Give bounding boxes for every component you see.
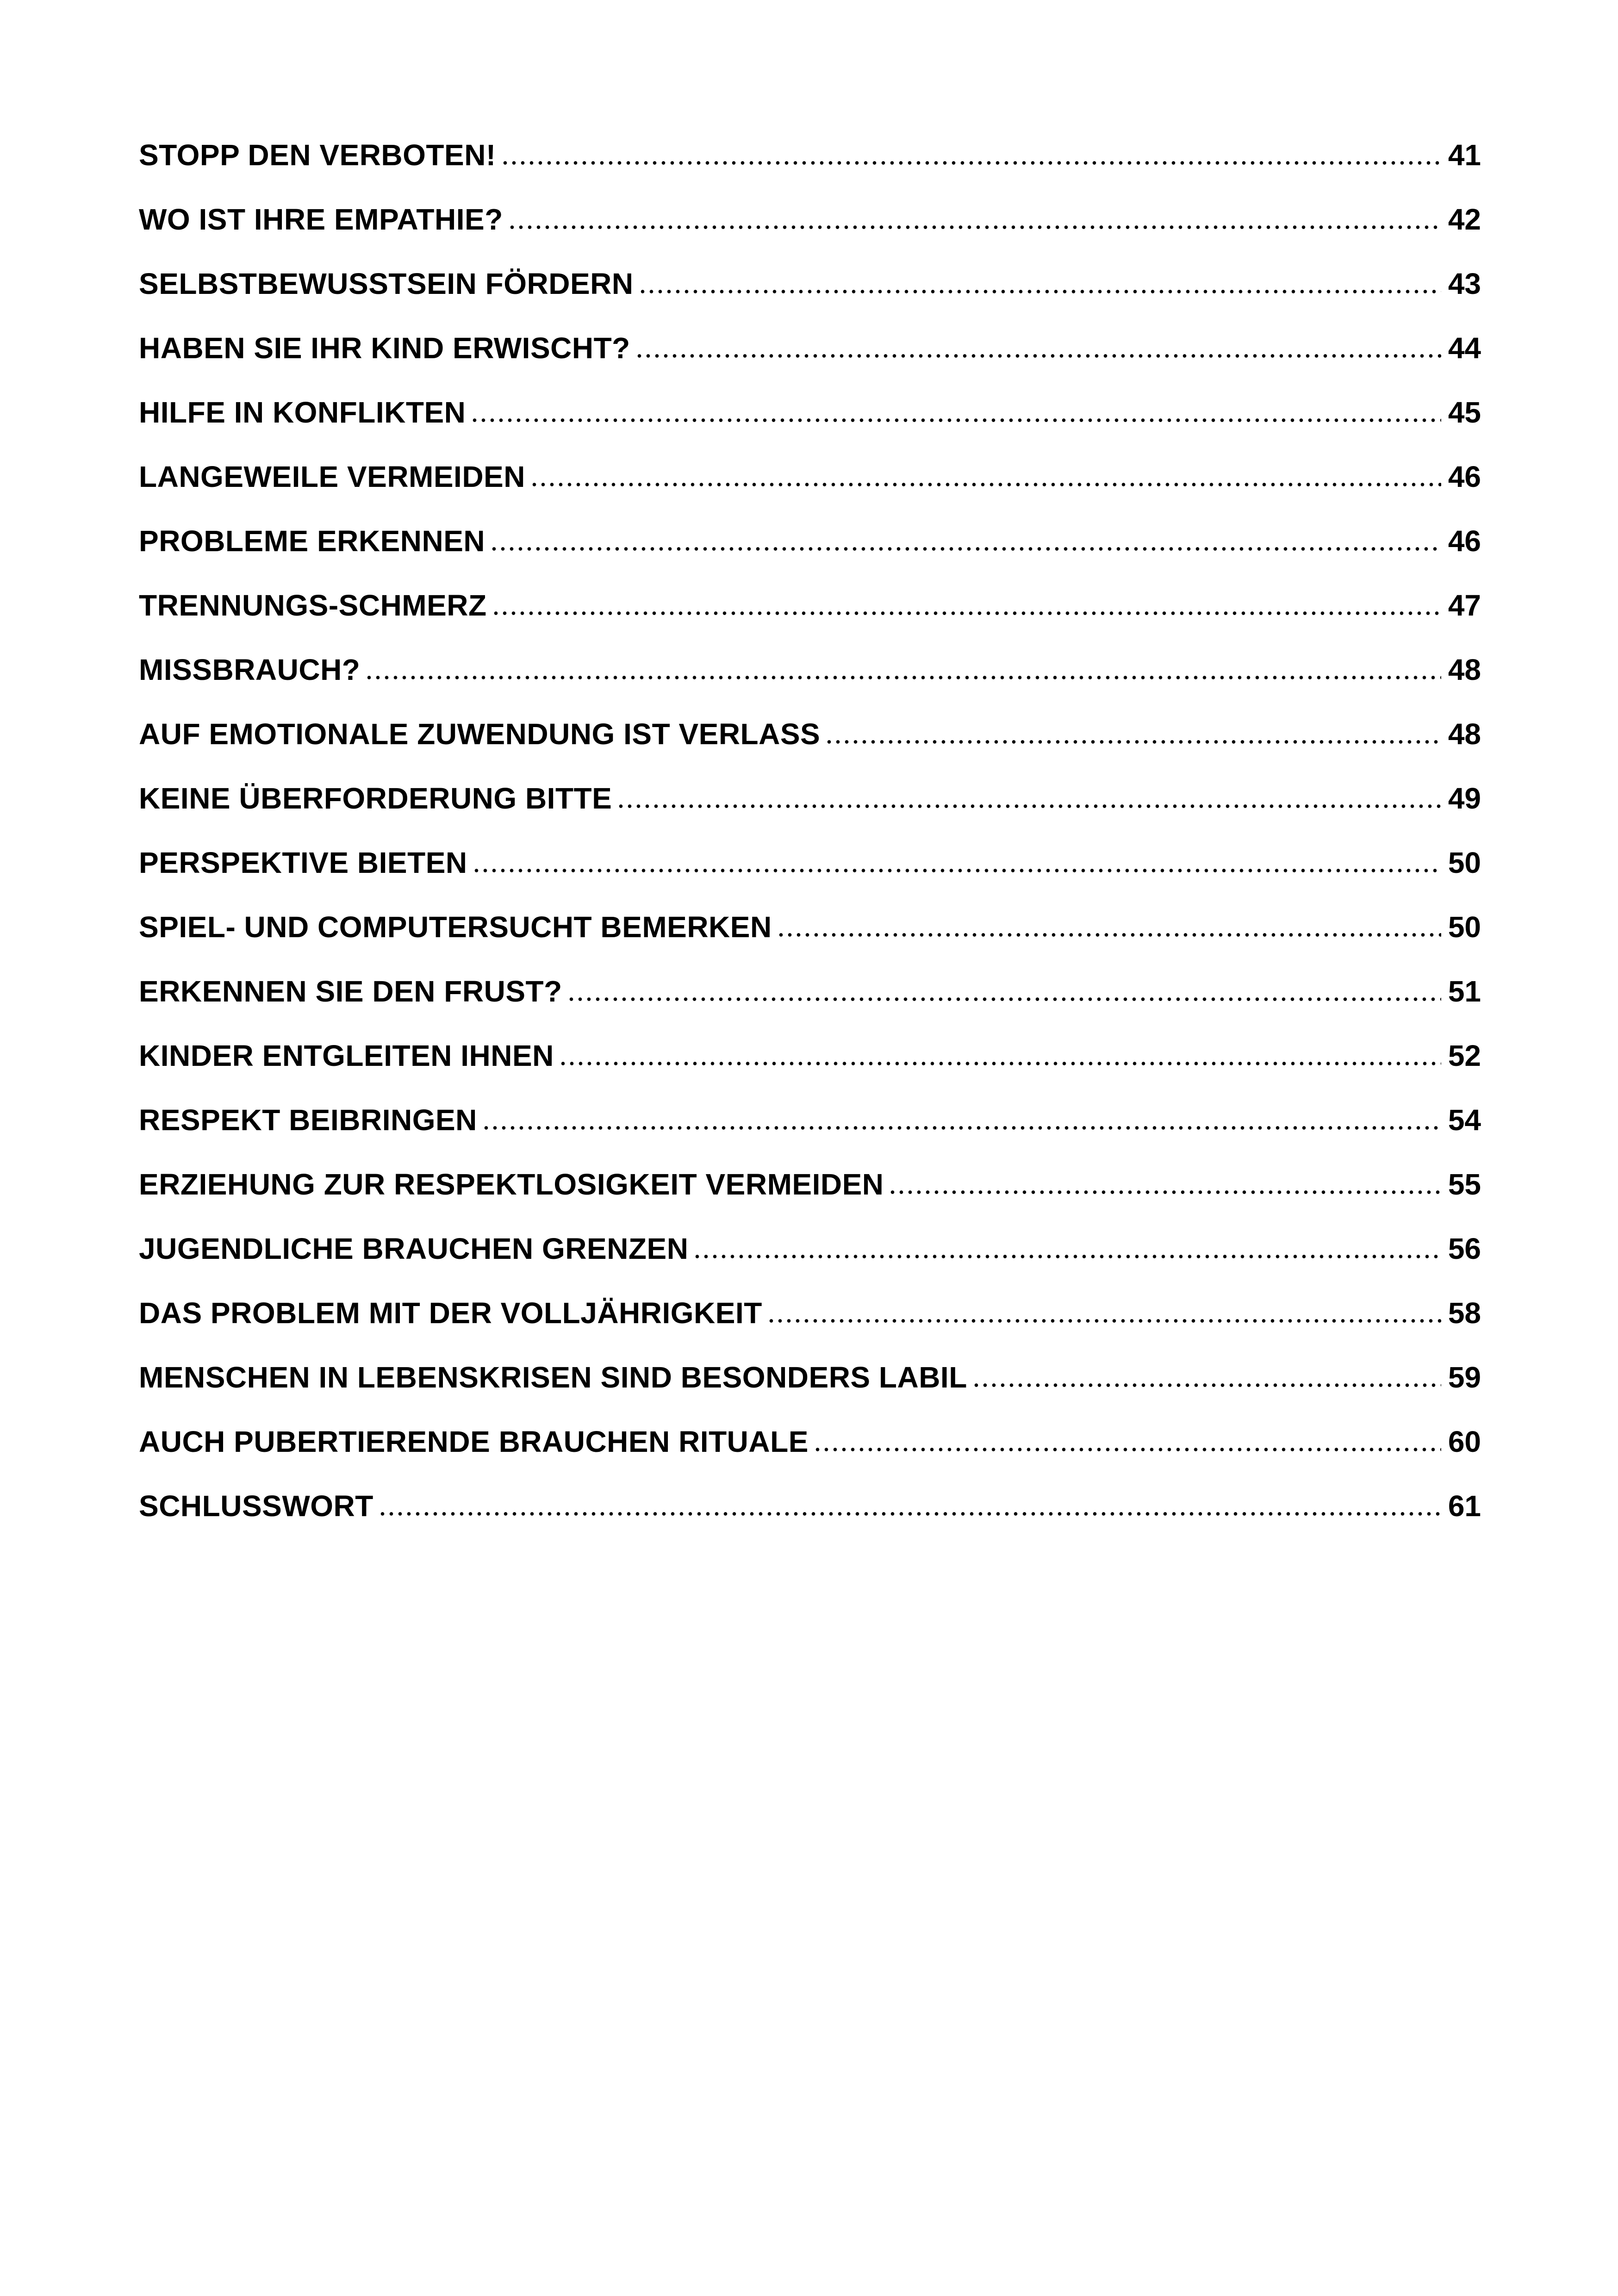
dot-leader (378, 1512, 1441, 1516)
dot-leader (470, 418, 1441, 423)
toc-entry-title: SCHLUSSWORT (139, 1489, 373, 1523)
toc-entry-title: ERKENNEN SIE DEN FRUST? (139, 975, 562, 1008)
toc-entry[interactable] (139, 1359, 1481, 1423)
dot-leader (616, 804, 1441, 809)
toc-entry-title: SPIEL- UND COMPUTERSUCHT BEMERKEN (139, 910, 772, 944)
toc-entry-title: KEINE ÜBERFORDERUNG BITTE (139, 782, 612, 815)
toc-entry-page: 56 (1448, 1232, 1481, 1265)
toc-entry[interactable] (139, 844, 1481, 908)
toc-entry-page: 48 (1448, 653, 1481, 686)
toc-entry-page: 60 (1448, 1425, 1481, 1458)
toc-entry[interactable] (139, 265, 1481, 330)
dot-leader (530, 482, 1441, 487)
toc-entry-page: 45 (1448, 396, 1481, 429)
toc-entry[interactable] (139, 137, 1481, 201)
toc-entry-page: 50 (1448, 846, 1481, 879)
dot-leader (365, 675, 1441, 680)
toc-entry-title: HILFE IN KONFLIKTEN (139, 396, 466, 429)
dot-leader (482, 1126, 1441, 1130)
dot-leader (813, 1447, 1441, 1452)
toc-entry-title: AUCH PUBERTIERENDE BRAUCHEN RITUALE (139, 1425, 809, 1458)
toc-entry-title: DAS PROBLEM MIT DER VOLLJÄHRIGKEIT (139, 1296, 762, 1330)
toc-entry-title: JUGENDLICHE BRAUCHEN GRENZEN (139, 1232, 689, 1265)
dot-leader (767, 1319, 1441, 1323)
toc-entry-page: 59 (1448, 1361, 1481, 1394)
dot-leader (472, 868, 1441, 873)
toc-entry[interactable] (139, 1423, 1481, 1487)
toc-entry[interactable] (139, 1487, 1481, 1552)
toc-entry-title: HABEN SIE IHR KIND ERWISCHT? (139, 331, 630, 365)
table-of-contents (139, 137, 1481, 1552)
toc-entry[interactable] (139, 201, 1481, 265)
dot-leader (777, 933, 1441, 937)
dot-leader (559, 1061, 1441, 1066)
toc-entry[interactable] (139, 908, 1481, 973)
toc-entry-title: SELBSTBEWUSSTSEIN FÖRDERN (139, 267, 634, 300)
dot-leader (888, 1190, 1441, 1195)
toc-entry-page: 50 (1448, 910, 1481, 944)
toc-entry[interactable] (139, 458, 1481, 523)
toc-entry[interactable] (139, 394, 1481, 458)
toc-entry-title: LANGEWEILE VERMEIDEN (139, 460, 525, 493)
toc-entry-title: KINDER ENTGLEITEN IHNEN (139, 1039, 554, 1072)
toc-entry-page: 54 (1448, 1103, 1481, 1137)
dot-leader (508, 225, 1441, 230)
toc-entry-page: 61 (1448, 1489, 1481, 1523)
dot-leader (638, 289, 1441, 294)
toc-entry[interactable] (139, 330, 1481, 394)
dot-leader (567, 997, 1441, 1002)
toc-entry-page: 47 (1448, 589, 1481, 622)
toc-entry-page: 46 (1448, 524, 1481, 558)
toc-entry[interactable] (139, 523, 1481, 587)
toc-entry-title: MENSCHEN IN LEBENSKRISEN SIND BESONDERS LABIL (139, 1361, 967, 1394)
toc-entry-page: 41 (1448, 138, 1481, 172)
dot-leader (825, 740, 1441, 744)
toc-entry-title: ERZIEHUNG ZUR RESPEKTLOSIGKEIT VERMEIDEN (139, 1168, 884, 1201)
toc-entry-title: STOPP DEN VERBOTEN! (139, 138, 496, 172)
dot-leader (501, 161, 1441, 165)
toc-entry-page: 55 (1448, 1168, 1481, 1201)
toc-entry[interactable] (139, 1101, 1481, 1166)
dot-leader (972, 1383, 1441, 1388)
toc-entry-title: AUF EMOTIONALE ZUWENDUNG IST VERLASS (139, 717, 821, 751)
toc-entry-page: 42 (1448, 203, 1481, 236)
toc-entry-page: 48 (1448, 717, 1481, 751)
toc-entry-title: RESPEKT BEIBRINGEN (139, 1103, 477, 1137)
toc-entry-title: TRENNUNGS-SCHMERZ (139, 589, 487, 622)
toc-entry-page: 51 (1448, 975, 1481, 1008)
toc-entry[interactable] (139, 587, 1481, 651)
toc-entry[interactable] (139, 651, 1481, 716)
toc-entry[interactable] (139, 780, 1481, 844)
toc-entry[interactable] (139, 1230, 1481, 1294)
toc-entry[interactable] (139, 716, 1481, 780)
toc-entry[interactable] (139, 1166, 1481, 1230)
toc-entry-page: 58 (1448, 1296, 1481, 1330)
toc-entry-page: 43 (1448, 267, 1481, 300)
toc-entry-page: 46 (1448, 460, 1481, 493)
dot-leader (492, 611, 1441, 616)
toc-entry-title: MISSBRAUCH? (139, 653, 361, 686)
dot-leader (693, 1254, 1441, 1259)
toc-entry[interactable] (139, 1037, 1481, 1101)
toc-entry-page: 44 (1448, 331, 1481, 365)
toc-entry-page: 52 (1448, 1039, 1481, 1072)
dot-leader (490, 547, 1441, 551)
toc-entry-title: WO IST IHRE EMPATHIE? (139, 203, 503, 236)
toc-entry[interactable] (139, 1294, 1481, 1359)
toc-entry-title: PERSPEKTIVE BIETEN (139, 846, 467, 879)
toc-entry[interactable] (139, 973, 1481, 1037)
toc-entry-title: PROBLEME ERKENNEN (139, 524, 485, 558)
toc-entry-page: 49 (1448, 782, 1481, 815)
dot-leader (635, 354, 1441, 358)
